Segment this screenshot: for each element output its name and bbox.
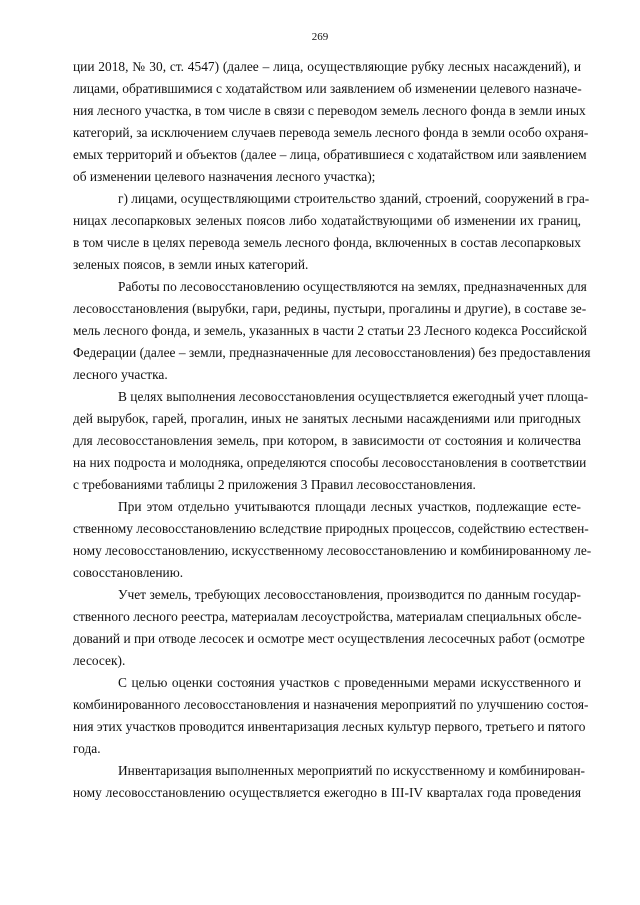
text-line: ственного лесного реестра, материалам лесоустройства, материалам специальных обсле-	[73, 609, 582, 624]
text-line: ния этих участков проводится инвентаризация лесных культур первого, третьего и пятого	[73, 719, 586, 734]
text-line: мель лесного фонда, и земель, указанных в части 2 статьи 23 Лесного кодекса Российской	[73, 323, 587, 338]
page-number: 269	[311, 31, 329, 43]
text-line: дей вырубок, гарей, прогалин, иных не занятых лесными насаждениями или пригодных	[73, 411, 581, 426]
document-body	[73, 56, 592, 804]
text-line: ному лесовосстановлению осуществляется ежегодно в III-IV кварталах года проведения	[73, 785, 581, 800]
text-line: ния лесного участка, в том числе в связи с переводом земель лесного фонда в земли иных	[73, 103, 586, 118]
text-line: на них подроста и молодняка, определяются способы лесовосстановления в соответствии	[73, 455, 587, 470]
text-line: Федерации (далее – земли, предназначенные для лесовосстановления) без предоставления	[73, 345, 591, 360]
text-line: категорий, за исключением случаев перевода земель лесного фонда в земли особо охраня-	[73, 125, 589, 140]
text-line: ницах лесопарковых зеленых поясов либо ходатайствующими об изменении их границ,	[73, 213, 581, 228]
text-line: лесовосстановления (вырубки, гари, редины, пустыри, прогалины и другие), в составе зе-	[73, 301, 587, 316]
text-line: лесного участка.	[73, 367, 168, 382]
text-line: емых территорий и объектов (далее – лица, обратившиеся с ходатайством или заявлением	[73, 147, 587, 162]
text-line: дований и при отводе лесосек и осмотре мест осуществления лесосечных работ (осмотре	[73, 631, 585, 646]
text-line: лесосек).	[73, 653, 126, 668]
text-line: Работы по лесовосстановлению осуществляются на землях, предназначенных для	[118, 279, 587, 294]
text-line: Учет земель, требующих лесовосстановления, производится по данным государ-	[118, 587, 581, 602]
text-line: г) лицами, осуществляющими строительство зданий, строений, сооружений в гра-	[118, 191, 590, 206]
text-line: При этом отдельно учитываются площади лесных участков, подлежащие есте-	[118, 499, 581, 514]
text-line: В целях выполнения лесовосстановления осуществляется ежегодный учет площа-	[118, 389, 589, 404]
text-line: ции 2018, № 30, ст. 4547) (далее – лица, осуществляющие рубку лесных насаждений), и	[73, 59, 581, 74]
text-line: зеленых поясов, в земли иных категорий.	[73, 257, 309, 272]
text-line: ному лесовосстановлению, искусственному лесовосстановлению и комбинированному ле-	[73, 543, 592, 558]
text-line: комбинированного лесовосстановления и назначения мероприятий по улучшению состоя-	[73, 697, 589, 712]
text-line: Инвентаризация выполненных мероприятий по искусственному и комбинирован-	[118, 763, 585, 778]
text-line: об изменении целевого назначения лесного участка);	[73, 169, 376, 184]
text-line: лицами, обратившимися с ходатайством или заявлением об изменении целевого назначе-	[73, 81, 582, 96]
text-line: С целью оценки состояния участков с проведенными мерами искусственного и	[118, 675, 581, 690]
text-line: ственному лесовосстановлению вследствие природных процессов, содействию естествен-	[73, 521, 589, 536]
text-line: года.	[73, 741, 101, 756]
text-line: совосстановлению.	[73, 565, 184, 580]
text-line: для лесовосстановления земель, при котором, в зависимости от состояния и количества	[73, 433, 581, 448]
text-line: в том числе в целях перевода земель лесного фонда, включенных в состав лесопарковых	[73, 235, 581, 250]
text-line: с требованиями таблицы 2 приложения 3 Правил лесовосстановления.	[73, 477, 476, 492]
